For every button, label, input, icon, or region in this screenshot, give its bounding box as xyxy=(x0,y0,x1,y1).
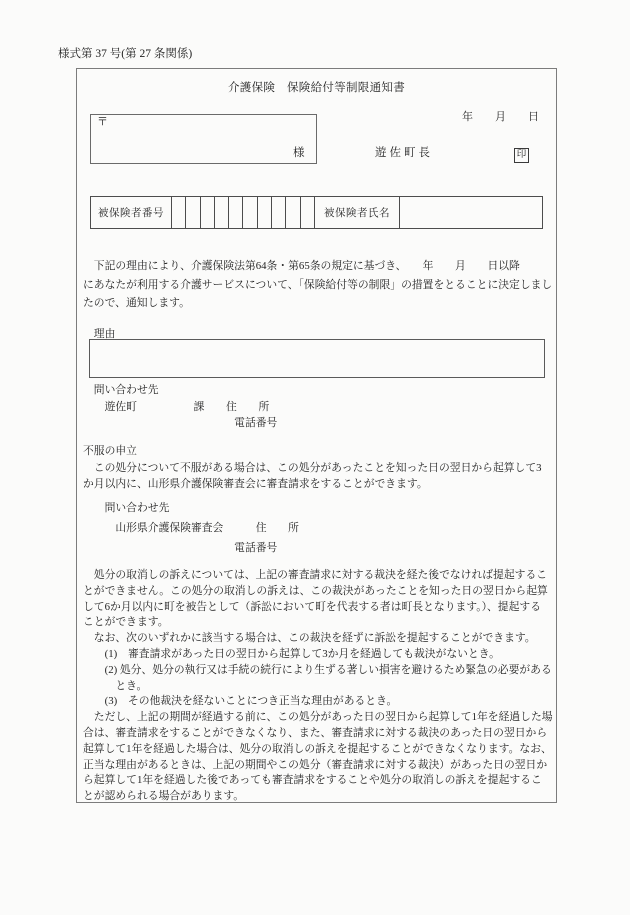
insured-number-cell xyxy=(258,197,272,228)
lawsuit-line: 正当な理由があるときは、上記の期間やこの処分（審査請求に対する裁決）があった日の翌日か xyxy=(83,758,548,771)
insured-number-cell xyxy=(243,197,257,228)
contact-heading: 問い合わせ先 xyxy=(83,384,159,396)
addressee-suffix: 様 xyxy=(293,147,305,159)
contact-phone-line: 電話番号 xyxy=(83,417,278,429)
insured-name-label: 被保険者氏名 xyxy=(315,197,400,228)
date-line: 年 月 日 xyxy=(462,111,539,123)
contact-town-line: 遊佐町 課 住 所 xyxy=(83,400,270,413)
lawsuit-line: ら起算して1年を経過した後であっても審査請求をすることや処分の取消しの訴えを提起するこ xyxy=(83,774,542,787)
contact-phone-line: 電話番号 xyxy=(83,542,278,554)
document-title: 介護保険 保険給付等制限通知書 xyxy=(228,82,405,94)
lawsuit-line: (2) 処分、処分の執行又は手続の続行により生ずる著しい損害を避けるため緊急の必要がある xyxy=(83,663,552,676)
lawsuit-line: して6か月以内に町を被告として（訴訟において町を代表する者は町長となります。）、提起する xyxy=(83,600,541,613)
contact-heading: 問い合わせ先 xyxy=(83,502,170,514)
insured-name-value xyxy=(400,197,542,228)
insured-number-cell xyxy=(172,197,186,228)
insured-number-cell xyxy=(229,197,243,228)
contact-town-block xyxy=(83,382,277,432)
insured-number-cell xyxy=(201,197,215,228)
intro-paragraph xyxy=(83,257,552,313)
lawsuit-line: とができません。この処分の取消しの訴えは、この裁決があったことを知った日の翌日から起算 xyxy=(83,584,548,597)
form-label: 様式第 37 号(第 27 条関係) xyxy=(58,48,193,60)
lawsuit-line: ことができます。 xyxy=(83,616,169,629)
address-box xyxy=(90,114,317,164)
reason-box xyxy=(89,339,545,378)
lawsuit-line: ただし、上記の期間が経過する前に、この処分があった日の翌日から起算して1年を経過した場 xyxy=(83,711,553,724)
lawsuit-line: とき。 xyxy=(83,679,148,692)
reason-label: 理由 xyxy=(83,328,116,340)
lawsuit-line: 合は、審査請求をすることができなくなり、また、審査請求に対する裁決のあった日の翌日から xyxy=(83,726,548,739)
insured-number-cell xyxy=(301,197,315,228)
intro-line: たので、通知します。 xyxy=(83,297,190,309)
insured-table xyxy=(90,196,543,229)
appeal-section xyxy=(83,443,542,493)
insured-number-cell xyxy=(286,197,300,228)
lawsuit-line: とが認められる場合があります。 xyxy=(83,790,245,803)
lawsuit-line: 起算して1年を経過した場合は、処分の取消しの訴えを提起することができなくなります。なお、 xyxy=(83,742,552,755)
contact-board-line: 山形県介護保険審査会 住 所 xyxy=(83,522,299,534)
appeal-heading: 不服の申立 xyxy=(83,445,137,457)
contact-review-board-block xyxy=(83,498,299,558)
lawsuit-line: (1) 審査請求があった日の翌日から起算して3か月を経過しても裁決がないとき。 xyxy=(83,647,500,660)
insured-number-cell xyxy=(215,197,229,228)
appeal-line: か月以内に、山形県介護保険審査会に審査請求をすることができます。 xyxy=(83,478,428,490)
intro-line: 下記の理由により、介護保険法第64条・第65条の規定に基づき、 年 月 日以降 xyxy=(83,260,520,272)
seal-box xyxy=(514,148,529,163)
lawsuit-section xyxy=(83,568,553,805)
lawsuit-line: (3) その他裁決を経ないことにつき正当な理由があるとき。 xyxy=(83,695,398,708)
appeal-line: この処分について不服がある場合は、この処分があったことを知った日の翌日から起算して3 xyxy=(83,461,542,474)
postal-mark: 〒 xyxy=(97,116,108,128)
insured-number-cell xyxy=(272,197,286,228)
lawsuit-line: 処分の取消しの訴えについては、上記の審査請求に対する裁決を経た後でなければ提起するこ xyxy=(83,569,548,581)
lawsuit-line: なお、次のいずれかに該当する場合は、この裁決を経ずに訴訟を提起することができます。 xyxy=(83,632,536,645)
intro-line: にあなたが利用する介護サービスについて、「保険給付等の制限」の措置をとることに決定しまし xyxy=(83,278,553,291)
insured-number-label: 被保険者番号 xyxy=(91,197,172,228)
insured-number-cell xyxy=(186,197,200,228)
seal-text: 印 xyxy=(516,150,527,160)
mayor-name: 遊佐町長 xyxy=(375,147,433,159)
